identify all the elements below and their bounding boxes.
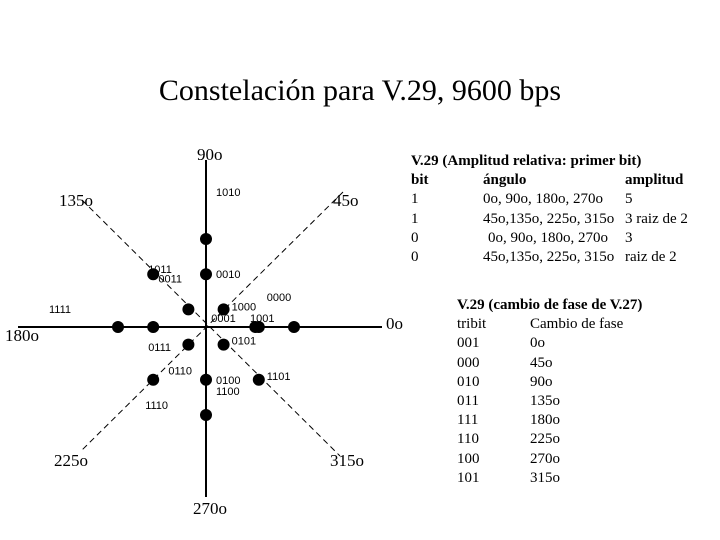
cell-bit: 0 [411,229,419,246]
cell-phase-change: 90o [530,373,553,390]
constellation-point [182,303,194,315]
angle-label-225: 225o [54,451,88,470]
phase-table-rows [457,334,677,488]
cell-phase-change: 180o [530,412,560,429]
point-code-label: 1001 [250,313,275,325]
cell-angle: 45o,135o, 225o, 315o [483,248,615,265]
cell-bit: 1 [411,191,419,208]
constellation-point [182,339,194,351]
cell-bit: 1 [411,210,419,227]
constellation-point [147,321,159,333]
cell-angle: 0o, 90o, 180o, 270o [488,229,608,246]
phase-table-title: V.29 (cambio de fase de V.27) [457,297,643,313]
header-amplitude: amplitud [625,172,684,189]
table-row [457,373,677,392]
constellation-point [253,374,265,386]
cell-phase-change: 225o [530,431,560,448]
constellation-point [200,268,212,280]
constellation-point [200,374,212,386]
cell-angle: 0o, 90o, 180o, 270o [483,191,603,208]
cell-amplitude: raiz de 2 [625,248,677,265]
point-code-label: 0111 [148,342,172,354]
table-row [411,210,711,229]
cell-bit: 0 [411,248,419,265]
cell-tribit: 110 [457,431,479,448]
table-row [411,248,711,267]
point-code-label: 0110 [168,365,193,378]
header-angle: ángulo [483,172,527,189]
cell-tribit: 010 [457,373,480,390]
constellation-point [200,409,212,421]
point-code-label: 1010 [216,187,241,199]
page-title: Constelación para V.29, 9600 bps [158,74,562,107]
point-code-label: 0000 [266,292,292,304]
constellation-point [147,374,159,386]
amplitude-table-title: V.29 (Amplitud relativa: primer bit) [411,153,642,169]
constellation-point [112,321,124,333]
cell-tribit: 100 [457,450,480,467]
angle-label-180: 180o [5,326,39,345]
point-code-label: 1011 [148,264,172,277]
cell-tribit: 001 [457,335,480,352]
angle-label-135: 135o [59,191,93,210]
point-code-label: 1111 [49,304,72,316]
angle-label-90: 90o [197,145,223,164]
cell-amplitude: 5 [625,191,633,208]
angle-label-270: 270o [193,499,227,518]
cell-amplitude: 3 raiz de 2 [625,210,688,227]
angle-label-45: 45o [333,191,359,210]
constellation-axes [18,160,382,497]
cell-amplitude: 3 [625,229,633,246]
table-row [457,354,677,373]
phase-table [457,296,677,488]
constellation-point [218,339,230,351]
amplitude-table-header [411,171,711,190]
table-row [457,411,677,430]
point-code-label: 0010 [216,269,241,282]
phase-table-header [457,315,677,334]
cell-tribit: 101 [457,469,480,486]
constellation-point [200,233,212,245]
table-row [457,334,677,353]
point-code-label: 1110 [145,399,169,412]
amplitude-table [411,152,711,267]
cell-tribit: 011 [457,392,479,409]
point-code-label: 1101 [266,370,291,383]
point-code-label: 0100 [216,374,241,387]
angle-label-315: 315o [330,451,364,470]
cell-tribit: 000 [457,354,480,371]
table-row [411,229,711,248]
cell-phase-change: 270o [530,450,560,467]
cell-tribit: 111 [457,412,479,429]
cell-phase-change: 45o [530,354,553,371]
table-row [457,430,677,449]
point-code-label: 0011 [158,273,183,286]
point-code-label: 0101 [231,335,257,348]
header-phase-change: Cambio de fase [530,316,624,333]
cell-angle: 45o,135o, 225o, 315o [483,210,615,227]
cell-phase-change: 315o [530,469,560,486]
cell-phase-change: 135o [530,392,560,409]
cell-phase-change: 0o [530,335,545,352]
point-code-label: 1000 [231,301,257,314]
constellation-point [288,321,300,333]
header-tribit: tribit [457,316,487,333]
table-row [457,392,677,411]
angle-label-0: 0o [386,314,403,333]
table-row [411,190,711,209]
point-code-label: 1100 [216,386,240,398]
header-bit: bit [411,172,429,189]
table-row [457,450,677,469]
point-code-label: 0001 [211,313,236,325]
table-row [457,469,677,488]
